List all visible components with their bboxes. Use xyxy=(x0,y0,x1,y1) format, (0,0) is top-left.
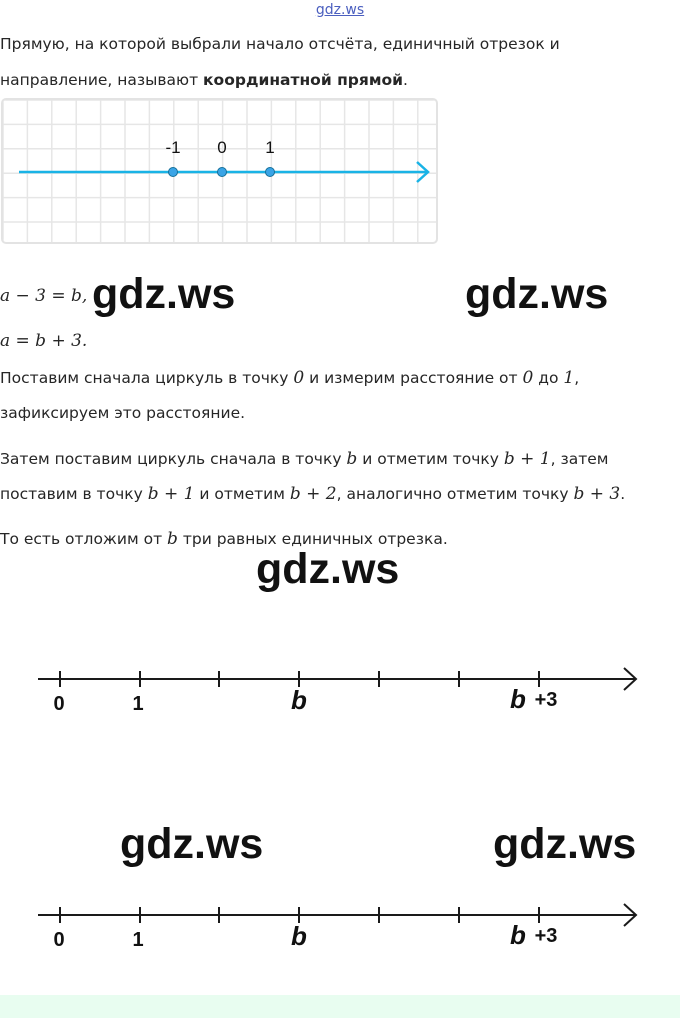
site-link[interactable]: gdz.ws xyxy=(315,2,365,18)
math-inline: b xyxy=(167,529,178,549)
step-text: и отметим xyxy=(194,485,290,503)
watermark: gdz.ws xyxy=(120,820,264,868)
step-text: и отметим точку xyxy=(357,450,504,468)
step-text: . xyxy=(620,485,626,503)
definition-term: координатной прямой xyxy=(203,71,404,89)
label-zero: 0 xyxy=(53,929,65,951)
watermark: gdz.ws xyxy=(465,270,609,318)
step-text: поставим в точку xyxy=(0,485,148,503)
definition-line-2 xyxy=(0,69,408,91)
math-inline: 1 xyxy=(563,368,575,388)
step-text: Затем поставим циркуль сначала в точку xyxy=(0,450,347,468)
math-inline: b + 1 xyxy=(503,449,551,469)
label-b3-suffix: +3 xyxy=(534,925,558,947)
step-text: , xyxy=(574,369,580,387)
math-inline: 0 xyxy=(522,368,534,388)
step-text: три равных единичных отрезка. xyxy=(177,530,448,548)
label-b3-letter: b xyxy=(510,920,526,950)
label-b3-letter: b xyxy=(510,684,526,714)
step-2-line-2 xyxy=(0,483,625,505)
point-0 xyxy=(218,168,227,177)
label-b: b xyxy=(291,685,307,715)
coordinate-line-svg xyxy=(3,100,438,244)
step-1-line-1 xyxy=(0,367,579,389)
label-b: b xyxy=(291,921,307,951)
number-line-1 xyxy=(0,655,680,725)
tick-label-1: 1 xyxy=(265,138,275,157)
coordinate-line-figure xyxy=(1,98,438,244)
label-zero: 0 xyxy=(53,693,65,715)
math-inline: b + 2 xyxy=(289,484,337,504)
step-text: , затем xyxy=(550,450,609,468)
math-inline: b + 3 xyxy=(573,484,621,504)
watermark: gdz.ws xyxy=(493,820,637,868)
math-inline: b + 1 xyxy=(147,484,195,504)
watermark: gdz.ws xyxy=(92,270,236,318)
step-text: Поставим сначала циркуль в точку xyxy=(0,369,294,387)
step-text: и измерим расстояние от xyxy=(304,369,523,387)
equation-1: a − 3 = b, xyxy=(0,286,88,306)
step-text: , аналогично отметим точку xyxy=(336,485,574,503)
tick-label-minus-1: -1 xyxy=(165,138,181,157)
math-inline: 0 xyxy=(293,368,305,388)
math-inline: b xyxy=(346,449,358,469)
step-text: То есть отложим от xyxy=(0,530,168,548)
bottom-bar xyxy=(0,995,680,1018)
label-one: 1 xyxy=(132,929,144,951)
number-line-2 xyxy=(0,891,680,961)
step-1-line-2: зафиксируем это расстояние. xyxy=(0,404,246,422)
tick-label-0: 0 xyxy=(217,138,227,157)
point-1 xyxy=(266,168,275,177)
definition-period: . xyxy=(403,71,408,89)
step-2-line-1 xyxy=(0,448,608,470)
label-b3-suffix: +3 xyxy=(534,689,558,711)
watermark: gdz.ws xyxy=(256,545,400,593)
definition-text: направление, называют xyxy=(0,71,204,89)
step-text: до xyxy=(533,369,564,387)
equation-2: a = b + 3. xyxy=(0,331,88,351)
definition-line-1: Прямую, на которой выбрали начало отсчёта, единичный отрезок и xyxy=(0,35,560,53)
point-minus-1 xyxy=(169,168,178,177)
label-one: 1 xyxy=(132,693,144,715)
